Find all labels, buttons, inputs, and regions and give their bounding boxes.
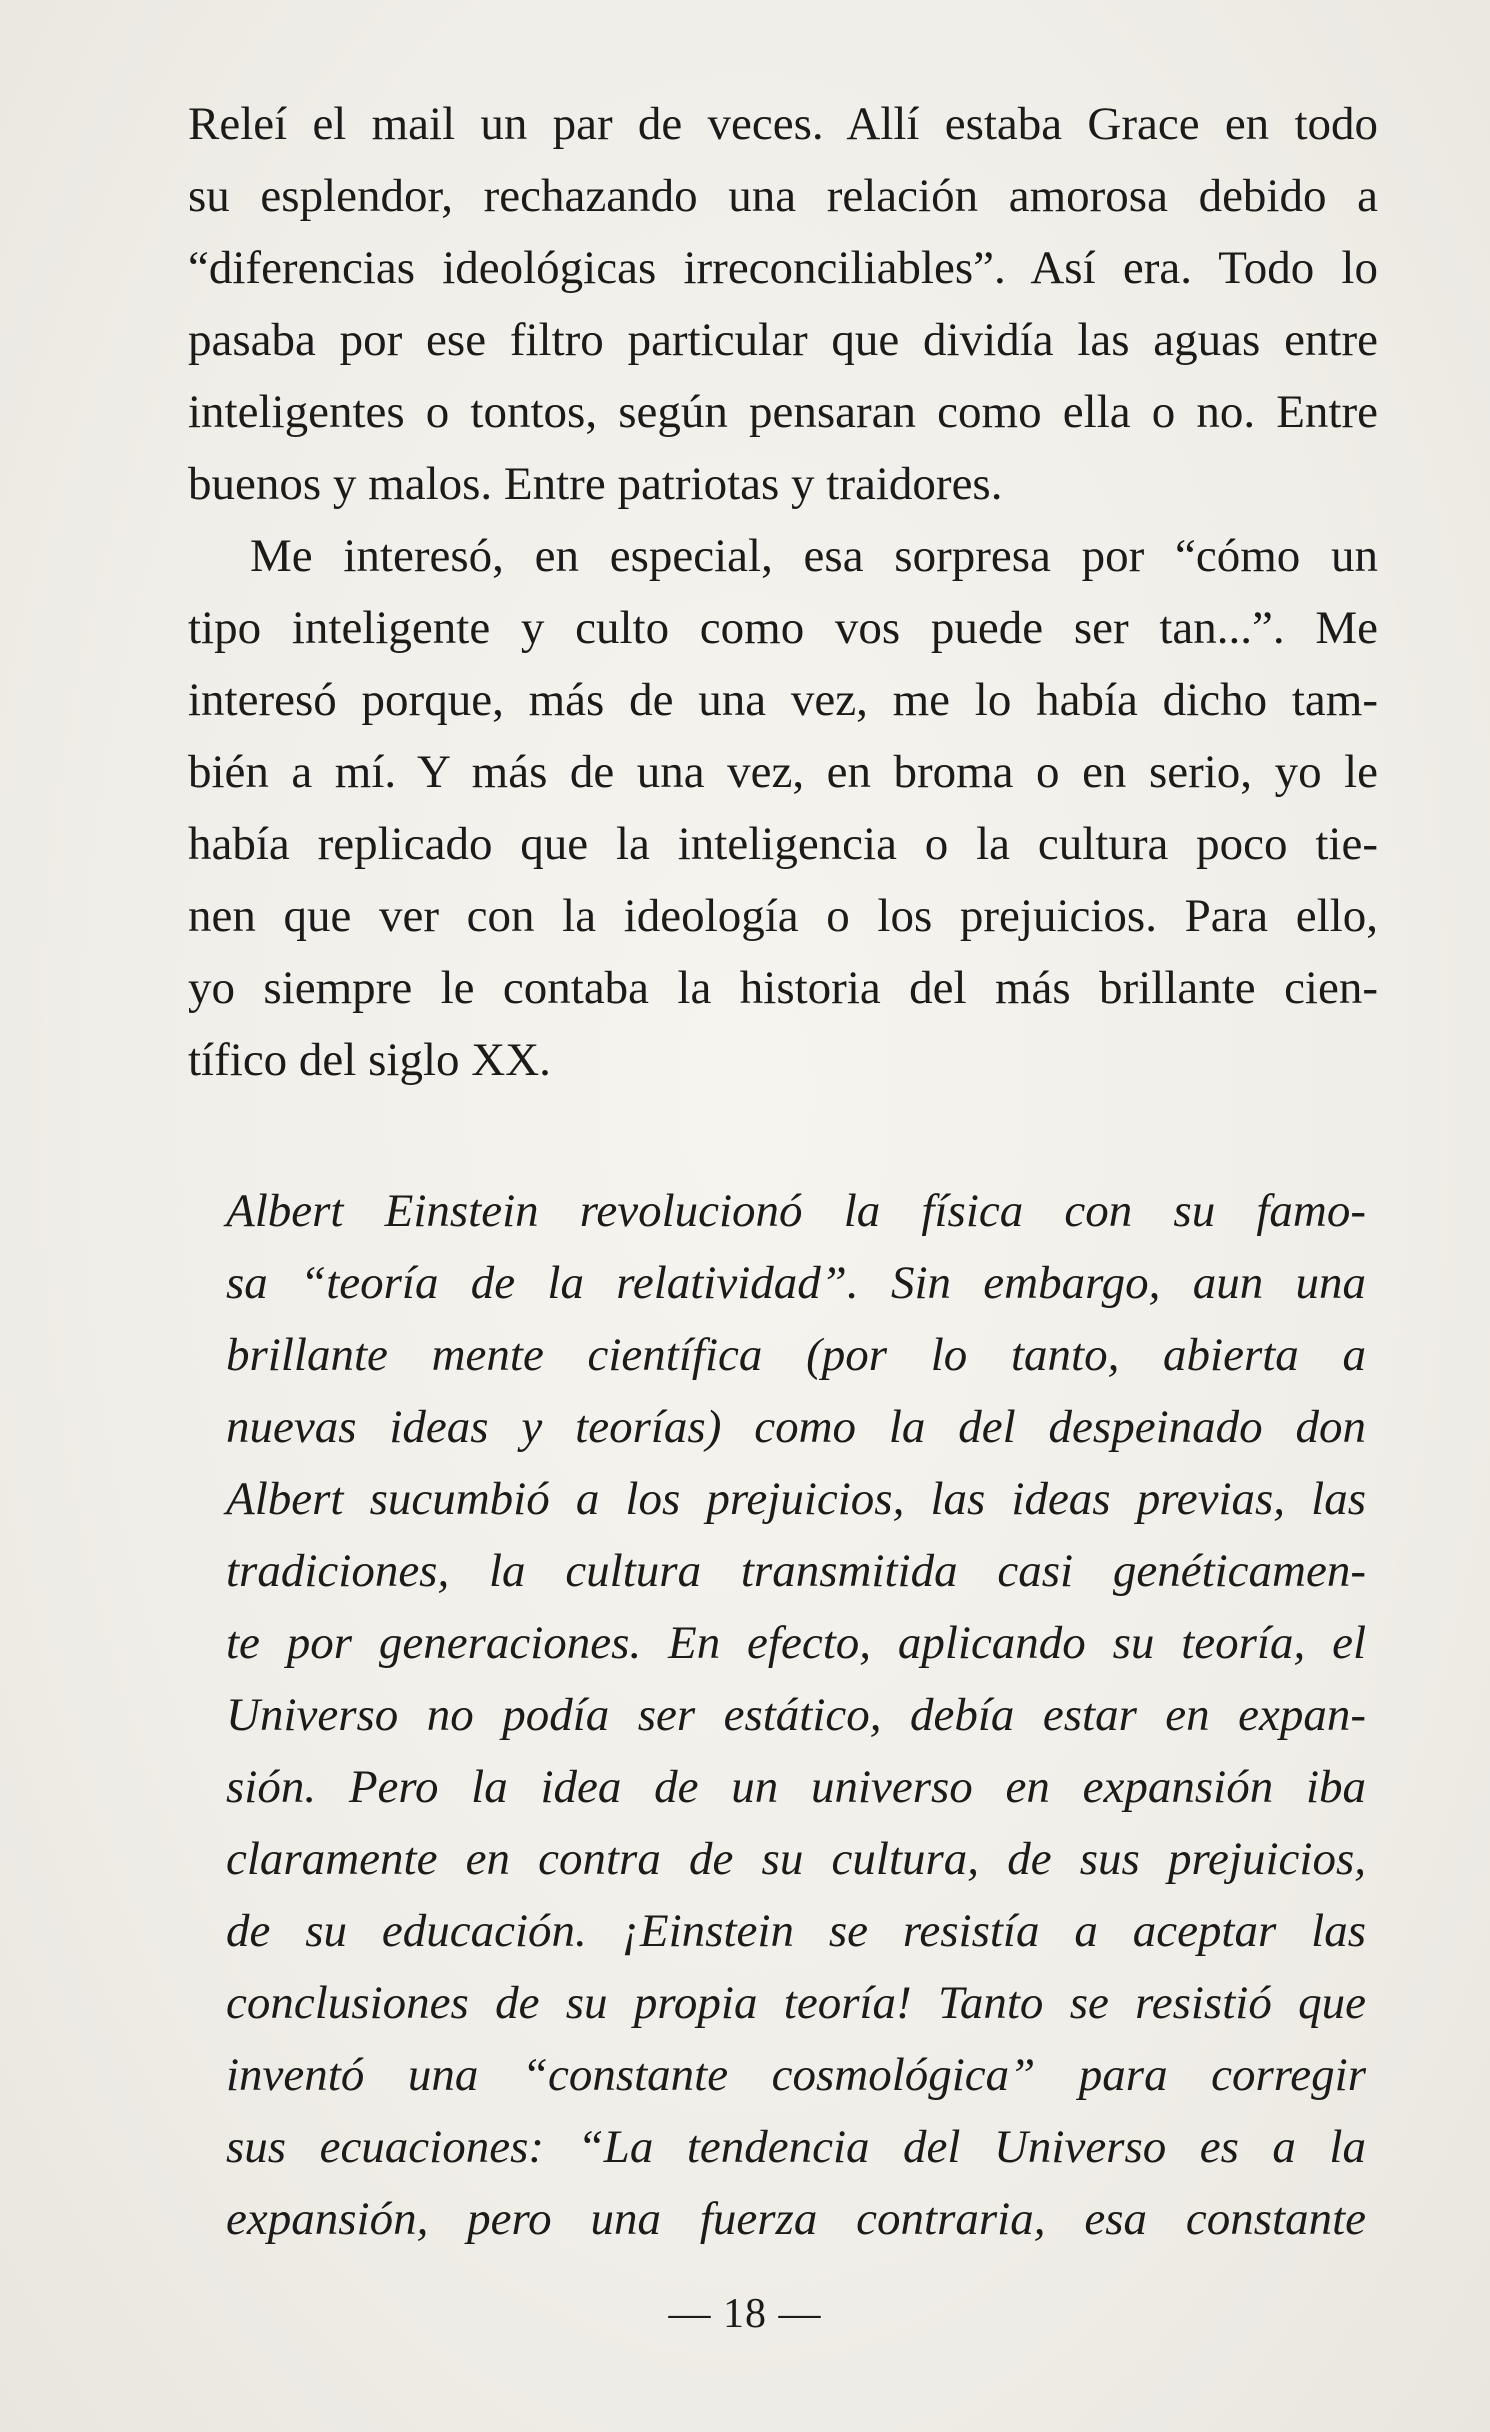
text-line: buenos y malos. Entre patriotas y traidores.	[188, 458, 1003, 510]
text-line: tífico del siglo XX.	[188, 1034, 551, 1086]
text-line: nuevas ideas y teorías) como la del despeinado don	[226, 1401, 1366, 1453]
text-line: había replicado que la inteligencia o la cultura poco tie-	[188, 818, 1378, 870]
text-line: inventó una “constante cosmológica” para corregir	[226, 2049, 1366, 2101]
text-line: tipo inteligente y culto como vos puede ser tan...”. Me	[188, 602, 1378, 654]
text-line: expansión, pero una fuerza contraria, esa constante	[226, 2193, 1366, 2245]
text-line: sión. Pero la idea de un universo en expansión iba	[226, 1761, 1366, 1813]
text-line: “diferencias ideológicas irreconciliables”. Así era. Todo lo	[188, 242, 1378, 294]
text-line: Albert sucumbió a los prejuicios, las ideas previas, las	[226, 1473, 1366, 1525]
text-line: Albert Einstein revolucionó la física con su famo-	[226, 1185, 1366, 1237]
text-line: interesó porque, más de una vez, me lo había dicho tam-	[188, 674, 1378, 726]
text-line: Releí el mail un par de veces. Allí estaba Grace en todo	[188, 98, 1378, 150]
text-line: Universo no podía ser estático, debía estar en expan-	[226, 1689, 1366, 1741]
page-number: — 18 —	[668, 2291, 822, 2337]
text-line: tradiciones, la cultura transmitida casi genéticamen-	[226, 1545, 1366, 1597]
text-line: te por generaciones. En efecto, aplicando su teoría, el	[226, 1617, 1366, 1669]
text-line: conclusiones de su propia teoría! Tanto se resistió que	[226, 1977, 1366, 2029]
text-line: pasaba por ese filtro particular que dividía las aguas entre	[188, 314, 1378, 366]
text-line: sa “teoría de la relatividad”. Sin embargo, aun una	[226, 1257, 1366, 1309]
text-line: sus ecuaciones: “La tendencia del Universo es a la	[226, 2121, 1366, 2173]
text-line: de su educación. ¡Einstein se resistía a aceptar las	[226, 1905, 1366, 1957]
text-line: inteligentes o tontos, según pensaran como ella o no. Entre	[188, 386, 1378, 438]
text-line: brillante mente científica (por lo tanto, abierta a	[226, 1329, 1366, 1381]
text-line: su esplendor, rechazando una relación amorosa debido a	[188, 170, 1378, 222]
text-line: claramente en contra de su cultura, de sus prejuicios,	[226, 1833, 1366, 1885]
text-line: bién a mí. Y más de una vez, en broma o en serio, yo le	[188, 746, 1378, 798]
text-line: Me interesó, en especial, esa sorpresa por “cómo un	[250, 530, 1378, 582]
text-line: yo siempre le contaba la historia del más brillante cien-	[188, 962, 1378, 1014]
text-line: nen que ver con la ideología o los prejuicios. Para ello,	[188, 890, 1378, 942]
